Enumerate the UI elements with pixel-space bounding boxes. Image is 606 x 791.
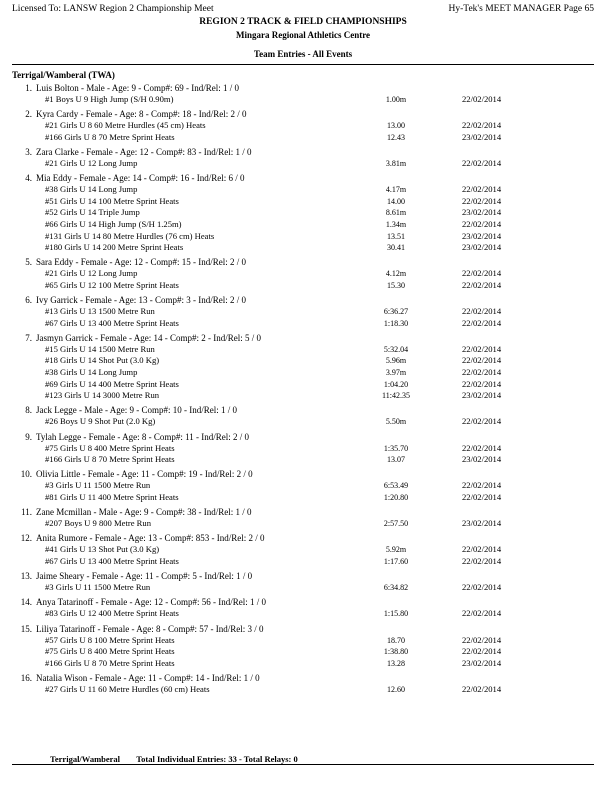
event-row [12, 207, 594, 219]
athlete-row [12, 532, 594, 544]
event-name: #207 Boys U 9 800 Metre Run [45, 518, 151, 529]
athlete-row [12, 623, 594, 635]
event-row [12, 196, 594, 208]
event-row [12, 268, 594, 280]
event-date: 22/02/2014 [462, 343, 502, 354]
seed-mark: 1:38.80 [383, 647, 409, 657]
event-date: 22/02/2014 [462, 608, 502, 619]
event-date: 23/02/2014 [462, 230, 502, 241]
seed-mark: 12.43 [387, 132, 405, 142]
athlete-number: 9. [25, 431, 32, 442]
athlete-number: 14. [20, 597, 32, 608]
event-name: #21 Girls U 8 60 Metre Hurdles (45 cm) Heats [45, 120, 206, 131]
seed-mark: 1:20.80 [383, 493, 409, 502]
event-name: #18 Girls U 14 Shot Put (3.0 Kg) [45, 355, 160, 366]
event-row [12, 480, 594, 492]
team-name: Terrigal/Wamberal (TWA) [12, 70, 115, 80]
event-row [12, 658, 594, 670]
athlete-info: Natalia Wison - Female - Age: 11 - Comp#: 14 - Ind/Rel: 1 / 0 [36, 672, 260, 683]
event-name: #38 Girls U 14 Long Jump [45, 367, 138, 378]
seed-mark: 3.81m [385, 158, 407, 168]
athlete-entry [12, 623, 594, 672]
seed-mark: 2:57.50 [383, 519, 409, 529]
event-date: 23/02/2014 [462, 242, 502, 253]
event-date: 22/02/2014 [462, 317, 502, 328]
seed-mark: 1.34m [385, 219, 407, 229]
event-name: #21 Girls U 12 Long Jump [45, 268, 138, 279]
event-date: 22/02/2014 [462, 218, 502, 229]
seed-mark: 11:42.35 [382, 391, 410, 401]
athlete-entry [12, 672, 594, 698]
event-date: 22/02/2014 [462, 157, 502, 168]
event-name: #21 Girls U 12 Long Jump [45, 157, 138, 168]
event-date: 22/02/2014 [462, 367, 502, 378]
athlete-entry [12, 570, 594, 596]
seed-mark: 13.00 [387, 121, 405, 131]
event-row [12, 443, 594, 455]
event-name: #26 Boys U 9 Shot Put (2.0 Kg) [45, 416, 156, 427]
event-row [12, 684, 594, 696]
athlete-number: 15. [20, 623, 32, 634]
seed-mark: 4.17m [385, 185, 407, 195]
athlete-number: 16. [20, 672, 32, 683]
event-row [12, 379, 594, 391]
seed-mark: 1.00m [385, 95, 407, 104]
athlete-entry [12, 82, 594, 108]
seed-mark: 8.61m [385, 208, 407, 218]
athlete-entry [12, 596, 594, 622]
athlete-info: Zara Clarke - Female - Age: 12 - Comp#: 83 - Ind/Rel: 1 / 0 [36, 146, 252, 157]
event-name: #52 Girls U 14 Triple Jump [45, 207, 140, 218]
athlete-info: Zane Mcmillan - Male - Age: 9 - Comp#: 38 - Ind/Rel: 1 / 0 [36, 507, 252, 518]
event-row [12, 344, 594, 356]
athlete-entry [12, 468, 594, 506]
event-row [12, 355, 594, 367]
event-row [12, 132, 594, 144]
meet-title: REGION 2 TRACK & FIELD CHAMPIONSHIPS [199, 17, 407, 27]
athlete-row [12, 256, 594, 268]
event-date: 23/02/2014 [462, 207, 502, 218]
event-date: 22/02/2014 [462, 184, 502, 195]
totals-team-name: Terrigal/Wamberal [50, 754, 121, 764]
event-date: 22/02/2014 [462, 306, 502, 317]
athlete-row [12, 672, 594, 684]
event-date: 22/02/2014 [462, 442, 502, 453]
event-name: #67 Girls U 13 400 Metre Sprint Heats [45, 555, 179, 566]
event-row [12, 556, 594, 568]
athlete-entry [12, 532, 594, 570]
footer-divider [12, 764, 594, 765]
athlete-info: Jasmyn Garrick - Female - Age: 14 - Comp#: 2 - Ind/Rel: 5 / 0 [36, 332, 261, 343]
athlete-number: 13. [20, 571, 32, 582]
event-date: 22/02/2014 [462, 378, 502, 389]
event-row [12, 416, 594, 428]
seed-mark: 5.96m [385, 356, 407, 366]
event-name: #69 Girls U 14 400 Metre Sprint Heats [45, 378, 179, 389]
event-name: #41 Girls U 13 Shot Put (3.0 Kg) [45, 544, 160, 555]
event-row [12, 635, 594, 647]
seed-mark: 6:36.27 [383, 307, 409, 317]
athlete-number: 4. [25, 173, 32, 184]
event-name: #1 Boys U 9 High Jump (S/H 0.90m) [45, 94, 174, 104]
event-date: 22/02/2014 [462, 268, 502, 279]
event-name: #123 Girls U 14 3000 Metre Run [45, 390, 160, 401]
event-row [12, 454, 594, 466]
athlete-entry [12, 332, 594, 405]
seed-mark: 1:35.70 [383, 443, 409, 453]
athlete-number: 3. [25, 146, 32, 157]
seed-mark: 4.12m [385, 269, 407, 279]
event-name: #166 Girls U 8 70 Metre Sprint Heats [45, 657, 175, 668]
header-divider [12, 64, 594, 65]
event-name: #81 Girls U 11 400 Metre Sprint Heats [45, 492, 179, 502]
event-name: #83 Girls U 12 400 Metre Sprint Heats [45, 608, 179, 619]
athlete-number: 12. [20, 533, 32, 544]
event-date: 22/02/2014 [462, 634, 502, 645]
seed-mark: 1:18.30 [383, 318, 409, 328]
event-date: 22/02/2014 [462, 582, 502, 593]
event-name: #75 Girls U 8 400 Metre Sprint Heats [45, 442, 175, 453]
seed-mark: 6:53.49 [383, 481, 409, 491]
team-totals [50, 754, 298, 764]
seed-mark: 30.41 [387, 243, 405, 253]
event-date: 22/02/2014 [462, 480, 502, 491]
athlete-entry [12, 431, 594, 469]
event-date: 22/02/2014 [462, 355, 502, 366]
license-text: Licensed To: LANSW Region 2 Championship Meet [12, 4, 214, 14]
event-name: #166 Girls U 8 70 Metre Sprint Heats [45, 454, 175, 465]
athlete-info: Jaime Sheary - Female - Age: 11 - Comp#: 5 - Ind/Rel: 1 / 0 [36, 571, 253, 582]
athlete-row [12, 596, 594, 608]
event-name: #180 Girls U 14 200 Metre Sprint Heats [45, 242, 184, 253]
report-title: Team Entries - All Events [253, 49, 353, 59]
event-row [12, 184, 594, 196]
event-date: 23/02/2014 [462, 518, 502, 529]
athlete-row [12, 172, 594, 184]
report-header-bar [12, 4, 594, 16]
athlete-number: 1. [25, 83, 32, 93]
athlete-row [12, 108, 594, 120]
event-row [12, 492, 594, 504]
event-date: 22/02/2014 [462, 555, 502, 566]
athlete-number: 5. [25, 257, 32, 268]
athlete-info: Kyra Cardy - Female - Age: 8 - Comp#: 18 - Ind/Rel: 2 / 0 [36, 109, 247, 120]
event-row [12, 280, 594, 292]
event-date: 22/02/2014 [462, 195, 502, 206]
athlete-entry [12, 146, 594, 172]
event-row [12, 318, 594, 330]
event-date: 22/02/2014 [462, 120, 502, 131]
event-name: #13 Girls U 13 1500 Metre Run [45, 306, 155, 317]
athlete-info: Tylah Legge - Female - Age: 8 - Comp#: 11 - Ind/Rel: 2 / 0 [36, 431, 249, 442]
athlete-info: Ivy Garrick - Female - Age: 13 - Comp#: 3 - Ind/Rel: 2 / 0 [36, 295, 246, 306]
event-row [12, 120, 594, 132]
seed-mark: 14.00 [387, 196, 405, 206]
seed-mark: 5.50m [385, 417, 407, 427]
event-row [12, 367, 594, 379]
athlete-entry [12, 172, 594, 256]
seed-mark: 15.30 [387, 280, 405, 290]
entries-list [12, 82, 594, 698]
event-row [12, 158, 594, 170]
athlete-number: 7. [25, 332, 32, 343]
seed-mark: 5.92m [385, 545, 407, 555]
event-date: 22/02/2014 [462, 646, 502, 657]
athlete-entry [12, 108, 594, 146]
athlete-row [12, 146, 594, 158]
event-date: 22/02/2014 [462, 683, 502, 694]
event-name: #27 Girls U 11 60 Metre Hurdles (60 cm) Heats [45, 683, 210, 694]
event-row [12, 242, 594, 254]
seed-mark: 13.51 [387, 231, 405, 241]
event-date: 23/02/2014 [462, 131, 502, 142]
athlete-entry [12, 506, 594, 532]
event-row [12, 582, 594, 594]
event-date: 23/02/2014 [462, 657, 502, 668]
event-date: 22/02/2014 [462, 94, 502, 104]
event-name: #38 Girls U 14 Long Jump [45, 184, 138, 195]
event-name: #75 Girls U 8 400 Metre Sprint Heats [45, 646, 175, 657]
event-name: #65 Girls U 12 100 Metre Sprint Heats [45, 279, 179, 290]
totals-text: Total Individual Entries: 33 - Total Relays: 0 [136, 754, 298, 764]
event-name: #67 Girls U 13 400 Metre Sprint Heats [45, 317, 179, 328]
athlete-row [12, 468, 594, 480]
event-date: 22/02/2014 [462, 416, 502, 427]
event-row [12, 231, 594, 243]
event-date: 23/02/2014 [462, 390, 502, 401]
event-date: 22/02/2014 [462, 279, 502, 290]
event-name: #3 Girls U 11 1500 Metre Run [45, 582, 151, 593]
event-row [12, 544, 594, 556]
athlete-row [12, 506, 594, 518]
athlete-number: 2. [25, 109, 32, 120]
athlete-row [12, 431, 594, 443]
athlete-info: Luis Bolton - Male - Age: 9 - Comp#: 69 - Ind/Rel: 1 / 0 [36, 83, 239, 93]
athlete-number: 10. [20, 469, 32, 480]
seed-mark: 13.07 [387, 455, 405, 465]
event-name: #15 Girls U 14 1500 Metre Run [45, 343, 155, 354]
athlete-number: 6. [25, 295, 32, 306]
event-date: 22/02/2014 [462, 544, 502, 555]
seed-mark: 6:34.82 [383, 583, 409, 593]
seed-mark: 1:04.20 [383, 379, 409, 389]
athlete-entry [12, 404, 594, 430]
athlete-entry [12, 294, 594, 332]
event-row [12, 518, 594, 530]
athlete-row [12, 404, 594, 416]
event-name: #66 Girls U 14 High Jump (S/H 1.25m) [45, 218, 182, 229]
event-name: #51 Girls U 14 100 Metre Sprint Heats [45, 195, 179, 206]
athlete-info: Anita Rumore - Female - Age: 13 - Comp#: 853 - Ind/Rel: 2 / 0 [36, 533, 265, 544]
athlete-row [12, 294, 594, 306]
seed-mark: 3.97m [385, 368, 407, 378]
seed-mark: 1:17.60 [383, 556, 409, 566]
event-name: #166 Girls U 8 70 Metre Sprint Heats [45, 131, 175, 142]
event-row [12, 219, 594, 231]
athlete-row [12, 82, 594, 94]
athlete-entry [12, 256, 594, 294]
athlete-info: Anya Tatarinoff - Female - Age: 12 - Comp#: 56 - Ind/Rel: 1 / 0 [36, 597, 266, 608]
event-row [12, 94, 594, 106]
software-page-text: Hy-Tek's MEET MANAGER Page 65 [448, 4, 594, 14]
athlete-info: Mia Eddy - Female - Age: 14 - Comp#: 16 - Ind/Rel: 6 / 0 [36, 173, 245, 184]
event-date: 22/02/2014 [462, 492, 502, 502]
athlete-info: Jack Legge - Male - Age: 9 - Comp#: 10 - Ind/Rel: 1 / 0 [36, 405, 237, 416]
event-date: 23/02/2014 [462, 454, 502, 465]
venue-title: Mingara Regional Athletics Centre [235, 30, 371, 40]
seed-mark: 1:15.80 [383, 609, 409, 619]
athlete-info: Sara Eddy - Female - Age: 12 - Comp#: 15 - Ind/Rel: 2 / 0 [36, 257, 246, 268]
event-name: #3 Girls U 11 1500 Metre Run [45, 480, 151, 491]
athlete-info: Liliya Tatarinoff - Female - Age: 8 - Comp#: 57 - Ind/Rel: 3 / 0 [36, 623, 264, 634]
event-row [12, 306, 594, 318]
seed-mark: 5:32.04 [383, 344, 409, 354]
athlete-number: 11. [21, 507, 32, 518]
event-row [12, 390, 594, 402]
athlete-row [12, 332, 594, 344]
event-row [12, 608, 594, 620]
seed-mark: 18.70 [387, 635, 405, 645]
seed-mark: 12.60 [387, 684, 405, 694]
athlete-row [12, 570, 594, 582]
event-name: #131 Girls U 14 80 Metre Hurdles (76 cm) Heats [45, 230, 215, 241]
seed-mark: 13.28 [387, 658, 405, 668]
event-name: #57 Girls U 8 100 Metre Sprint Heats [45, 634, 175, 645]
athlete-number: 8. [25, 405, 32, 416]
athlete-info: Olivia Little - Female - Age: 11 - Comp#: 19 - Ind/Rel: 2 / 0 [36, 469, 253, 480]
event-row [12, 646, 594, 658]
